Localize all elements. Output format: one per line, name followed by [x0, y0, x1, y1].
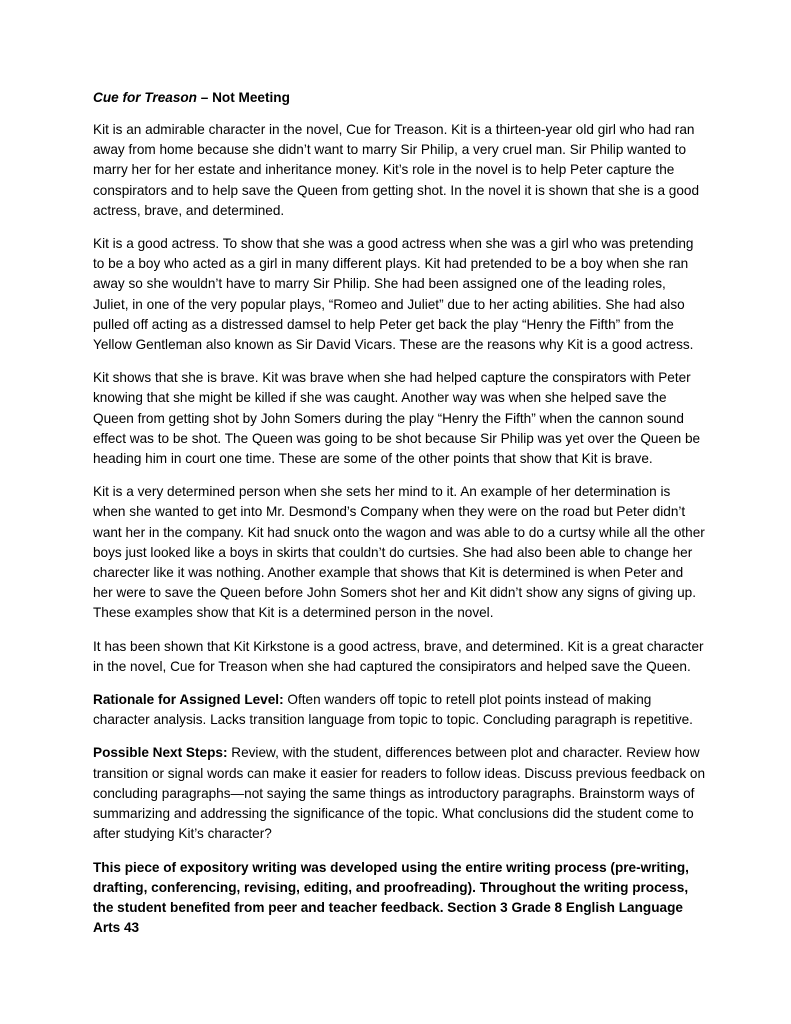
paragraph-introduction: Kit is an admirable character in the novel, Cue for Treason. Kit is a thirteen-year old girl who had ran away from home because she didn’t want to marry Sir Philip, a very cruel man. Sir Philip wanted to marry her for her estate and inheritance money. Kit’s role in the novel is to help Peter capture the conspirators and to help save the Queen from getting shot. In the novel it is shown that she is a good actress, brave, and determined.: [93, 122, 700, 218]
rationale-section: [93, 690, 705, 730]
document-title: [93, 88, 705, 108]
paragraph-brave: Kit shows that she is brave. Kit was brave when she had helped capture the conspirators with Peter knowing that she might be killed if she was caught. Another way was when she helped save the Queen from getting shot by John Somers during the play “Henry the Fifth” when the cannon sound effect was to be shot. The Queen was going to be shot because Sir Philip was yet over the Queen be heading him in court one time. These are some of the other points that show that Kit is brave.: [93, 370, 701, 467]
paragraph-actress: Kit is a good actress. To show that she was a good actress when she was a girl who was pretending to be a boy who acted as a girl in many different plays. Kit had pretended to be a boy when she ran away so she wouldn’t have to marry Sir Philip. She had been assigned one of the leading roles, Juliet, in one of the very popular plays, “Romeo and Juliet” due to her acting abilities. She had also pulled off acting as a distressed damsel to help Peter get back the play “Henry the Fifth” from the Yellow Gentleman also known as Sir David Vicars. These are the reasons why Kit is a good actress.: [93, 236, 694, 353]
paragraph-determined: Kit is a very determined person when she sets her mind to it. An example of her determination is when she wanted to get into Mr. Desmond’s Company when they were on the road but Peter didn’t want her in the company. Kit had snuck onto the wagon and was able to do a curtsy while all the other boys just looked like a boys in skirts that couldn’t do curtsies. She had also been able to change her charecter like it was nothing. Another example that shows that Kit is determined is when Peter and her were to save the Queen before John Somers shot her and Kit didn’t show any signs of giving up. These examples show that Kit is a determined person in the novel.: [93, 484, 705, 621]
rationale-text: Often wanders off topic to retell plot points instead of making character analysis. Lacks transition language from topic to topic. Concluding paragraph is repetitive.: [93, 692, 693, 728]
rationale-label: Rationale for Assigned Level:: [93, 692, 284, 708]
title-status: – Not Meeting: [197, 90, 290, 105]
document-page: [93, 88, 705, 951]
next-steps-text: Review, with the student, differences between plot and character. Review how transition or signal words can make it easier for readers to follow ideas. Discuss previous feedback on concluding paragraphs—not saying the same things as introductory paragraphs. Brainstorm ways of summarizing and addressing the significance of the topic. What conclusions did the student come to after studying Kit’s character?: [93, 745, 706, 842]
title-book-name: Cue for Treason: [93, 90, 197, 105]
closing-note: This piece of expository writing was developed using the entire writing process (pre-writing, drafting, conferencing, revising, editing, and proofreading). Throughout the writing process, the student benefited from peer and teacher feedback. Section 3 Grade 8 English Language Arts 43: [93, 859, 689, 936]
paragraph-conclusion: It has been shown that Kit Kirkstone is a good actress, brave, and determined. Kit is a great character in the novel, Cue for Treason when she had captured the consipirators and helped save the Queen.: [93, 638, 704, 674]
next-steps-section: [93, 743, 705, 844]
next-steps-label: Possible Next Steps:: [93, 745, 228, 761]
